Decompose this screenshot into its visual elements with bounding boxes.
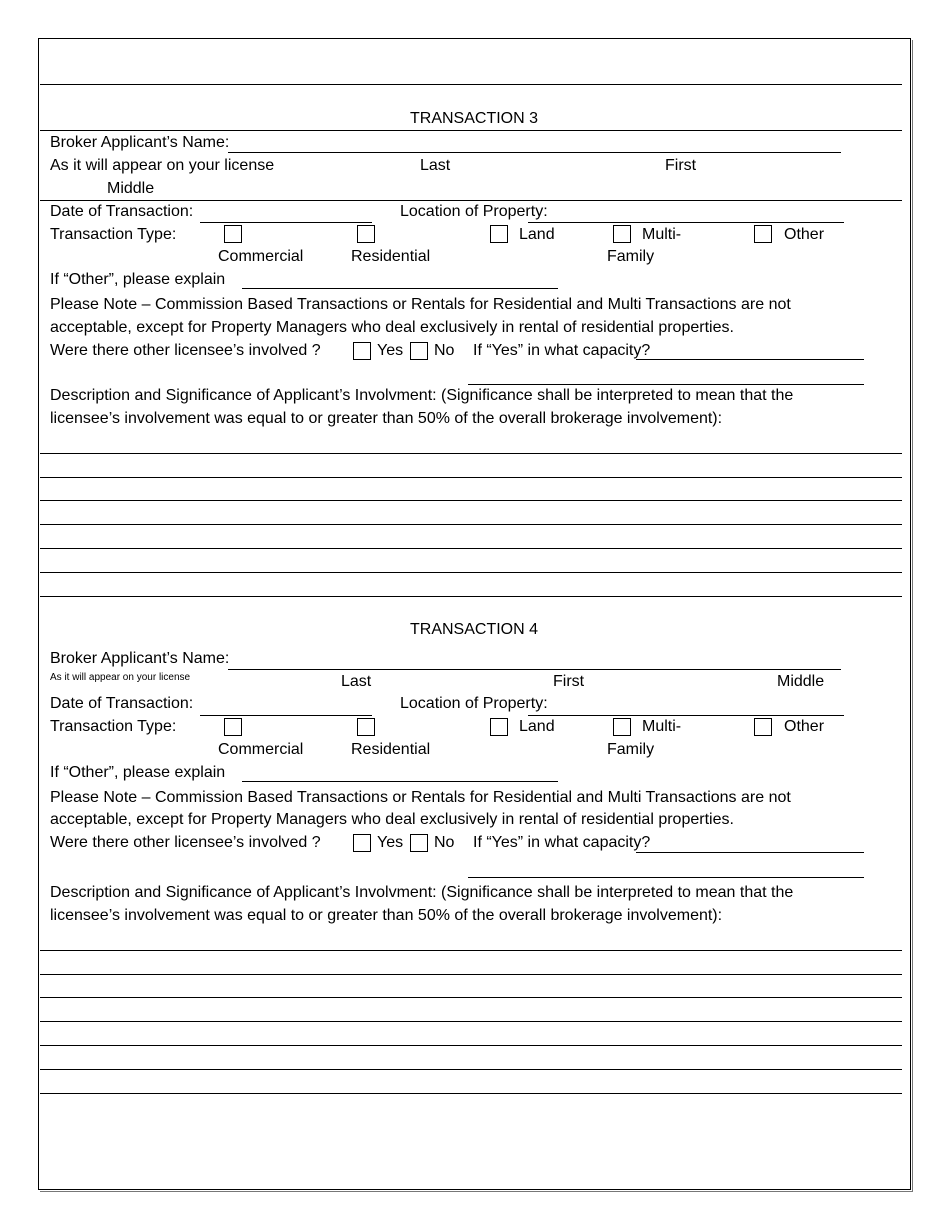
residential-label: Residential — [351, 741, 431, 758]
location-field[interactable] — [528, 715, 844, 716]
date-field[interactable] — [200, 222, 372, 223]
divider — [40, 200, 902, 201]
writing-line[interactable] — [40, 950, 902, 951]
residential-checkbox[interactable] — [357, 225, 375, 243]
writing-line[interactable] — [40, 548, 902, 549]
other-explain-label: If “Other”, please explain — [50, 271, 226, 288]
no-label: No — [434, 342, 455, 359]
land-checkbox[interactable] — [490, 718, 508, 736]
commercial-label: Commercial — [218, 248, 304, 265]
no-label: No — [434, 834, 455, 851]
description-line-2: licensee’s involvement was equal to or greater than 50% of the overall brokerage involvement): — [50, 410, 723, 427]
broker-name-label: Broker Applicant’s Name: — [50, 134, 230, 151]
licensee-question: Were there other licensee’s involved ? — [50, 342, 321, 359]
yes-label: Yes — [377, 834, 404, 851]
date-label: Date of Transaction: — [50, 695, 194, 712]
commercial-checkbox[interactable] — [224, 718, 242, 736]
licensee-question: Were there other licensee’s involved ? — [50, 834, 321, 851]
writing-line[interactable] — [40, 1021, 902, 1022]
type-label: Transaction Type: — [50, 226, 177, 243]
residential-checkbox[interactable] — [357, 718, 375, 736]
yes-checkbox[interactable] — [353, 342, 371, 360]
writing-line[interactable] — [40, 1069, 902, 1070]
yes-checkbox[interactable] — [353, 834, 371, 852]
writing-line[interactable] — [40, 477, 902, 478]
middle-label: Middle — [777, 673, 825, 690]
family-label: Family — [607, 248, 655, 265]
capacity-field-line-2[interactable] — [468, 877, 864, 878]
first-label: First — [553, 673, 585, 690]
multi-family-checkbox[interactable] — [613, 225, 631, 243]
writing-line[interactable] — [40, 524, 902, 525]
writing-line[interactable] — [40, 1045, 902, 1046]
description-line-2: licensee’s involvement was equal to or greater than 50% of the overall brokerage involvement): — [50, 907, 723, 924]
location-field[interactable] — [528, 222, 844, 223]
note-line-2: acceptable, except for Property Managers who deal exclusively in rental of residential properties. — [50, 811, 734, 828]
land-label: Land — [519, 718, 555, 735]
family-label: Family — [607, 741, 655, 758]
writing-line[interactable] — [40, 572, 902, 573]
other-label: Other — [784, 718, 825, 735]
capacity-field-line-2[interactable] — [468, 384, 864, 385]
multi-family-checkbox[interactable] — [613, 718, 631, 736]
other-label: Other — [784, 226, 825, 243]
capacity-field[interactable] — [636, 852, 864, 853]
commercial-label: Commercial — [218, 741, 304, 758]
capacity-label: If “Yes” in what capacity? — [473, 834, 651, 851]
other-explain-field[interactable] — [242, 288, 558, 289]
residential-label: Residential — [351, 248, 431, 265]
land-checkbox[interactable] — [490, 225, 508, 243]
date-field[interactable] — [200, 715, 372, 716]
land-label: Land — [519, 226, 555, 243]
divider — [40, 130, 902, 131]
description-line-1: Description and Significance of Applicant’s Involvment: (Significance shall be interpreted to mean that the — [50, 884, 794, 901]
broker-name-label: Broker Applicant’s Name: — [50, 650, 230, 667]
other-explain-field[interactable] — [242, 781, 558, 782]
multi-label: Multi- — [642, 718, 682, 735]
transaction-3-title: TRANSACTION 3 — [410, 110, 539, 127]
other-explain-label: If “Other”, please explain — [50, 764, 226, 781]
writing-line[interactable] — [40, 500, 902, 501]
writing-line[interactable] — [40, 596, 902, 597]
writing-line[interactable] — [40, 974, 902, 975]
location-label: Location of Property: — [400, 695, 548, 712]
first-label: First — [665, 157, 697, 174]
capacity-field[interactable] — [636, 359, 864, 360]
note-line-1: Please Note – Commission Based Transactions or Rentals for Residential and Multi Transactions are not — [50, 296, 791, 313]
other-checkbox[interactable] — [754, 718, 772, 736]
top-divider — [40, 84, 902, 85]
date-label: Date of Transaction: — [50, 203, 194, 220]
location-label: Location of Property: — [400, 203, 548, 220]
broker-name-field[interactable] — [228, 152, 841, 153]
transaction-4-title: TRANSACTION 4 — [410, 621, 539, 638]
yes-label: Yes — [377, 342, 404, 359]
no-checkbox[interactable] — [410, 834, 428, 852]
writing-line[interactable] — [40, 997, 902, 998]
no-checkbox[interactable] — [410, 342, 428, 360]
capacity-label: If “Yes” in what capacity? — [473, 342, 651, 359]
commercial-checkbox[interactable] — [224, 225, 242, 243]
other-checkbox[interactable] — [754, 225, 772, 243]
last-label: Last — [420, 157, 451, 174]
writing-line[interactable] — [40, 453, 902, 454]
writing-line[interactable] — [40, 1093, 902, 1094]
type-label: Transaction Type: — [50, 718, 177, 735]
last-label: Last — [341, 673, 372, 690]
note-line-2: acceptable, except for Property Managers who deal exclusively in rental of residential properties. — [50, 319, 734, 336]
license-note: As it will appear on your license — [50, 672, 191, 683]
broker-name-field[interactable] — [228, 669, 841, 670]
multi-label: Multi- — [642, 226, 682, 243]
license-note: As it will appear on your license — [50, 157, 275, 174]
middle-label: Middle — [107, 180, 155, 197]
note-line-1: Please Note – Commission Based Transactions or Rentals for Residential and Multi Transactions are not — [50, 789, 791, 806]
description-line-1: Description and Significance of Applicant’s Involvment: (Significance shall be interpreted to mean that the — [50, 387, 794, 404]
